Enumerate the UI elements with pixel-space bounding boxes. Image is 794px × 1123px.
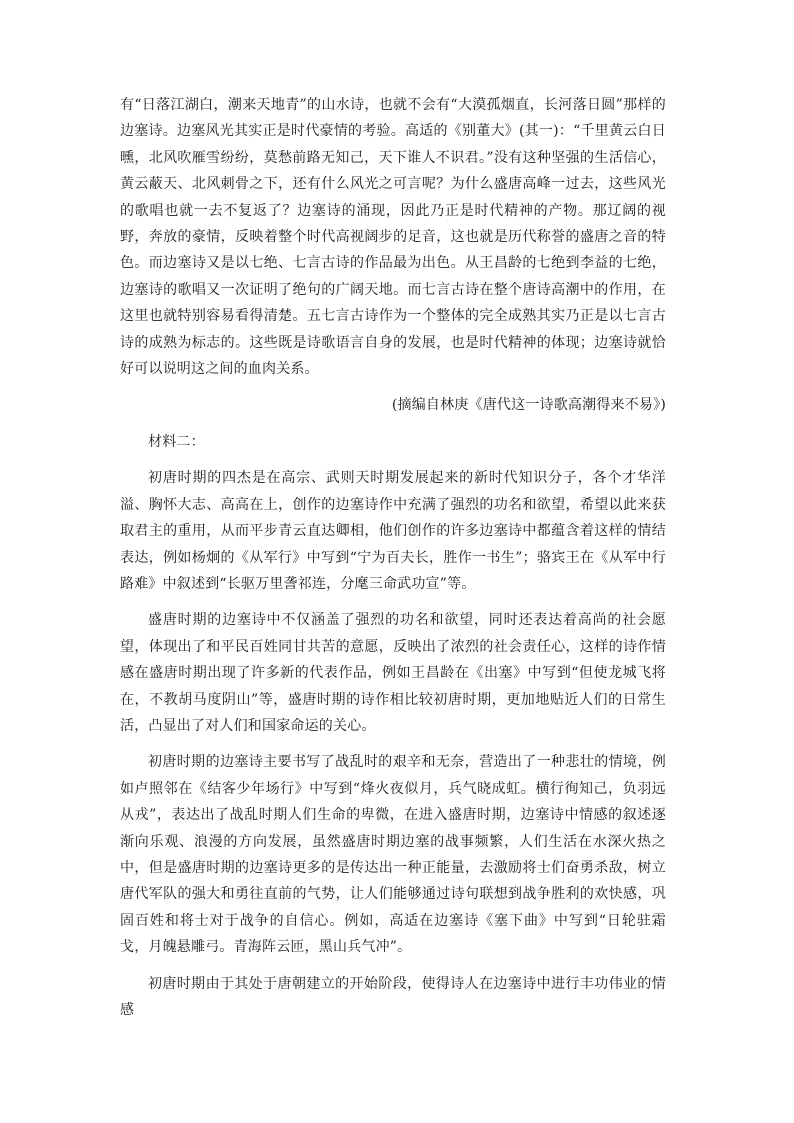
paragraph-4: 初唐时期的边塞诗主要书写了战乱时的艰辛和无奈，营造出了一种悲壮的情境，例如卢照邻在《结客少年场行》中写到“烽火夜似月，兵气晓成虹。横行徇知己，负羽远从戎”，表达出了战乱时期人们生命的卑微，在进入盛唐时期，边塞诗中情感的叙述逐渐向乐观、浪漫的方向发展，虽然盛唐时期边塞的战事频繁，人们生活在水深火热之中，但是盛唐时期的边塞诗更多的是传达出一种正能量，去激励将士们奋勇杀敌，树立唐代军队的强大和勇往直前的气势，让人们能够通过诗句联想到战争胜利的欢快感，巩固百姓和将士对于战争的自信心。例如，高适在边塞诗《塞下曲》中写到“日轮驻霜戈，月魄悬雕弓。青海阵云匝，黑山兵气冲”。 xyxy=(120,754,666,956)
paragraph-5: 初唐时期由于其处于唐朝建立的开始阶段，使得诗人在边塞诗中进行丰功伟业的情感 xyxy=(120,975,666,1018)
paragraph-1: 有“日落江湖白，潮来天地青”的山水诗，也就不会有“大漠孤烟直，长河落日圆”那样的边塞诗。边塞风光其实正是时代豪情的考验。高适的《别董大》(其一)：“千里黄云白日曛，北风吹雁雪纷纷，莫愁前路无知己，天下谁人不识君。”没有这种坚强的生活信心，黄云蔽天、北风刺骨之下，还有什么风光之可言呢？为什么盛唐高峰一过去，这些风光的歌唱也就一去不复返了？边塞诗的涌现，因此乃正是时代精神的产物。那辽阔的视野，奔放的豪情，反映着整个时代高视阔步的足音，这也就是历代称誉的盛唐之音的特色。而边塞诗又是以七绝、七言古诗的作品最为出色。从王昌龄的七绝到李益的七绝，边塞诗的歌唱又一次证明了绝句的广阔天地。而七言古诗在整个唐诗高潮中的作用，在这里也就特别容易看得清楚。五七言古诗作为一个整体的完全成熟其实乃正是以七言古诗的成熟为标志的。这些既是诗歌语言自身的发展，也是时代精神的体现；边塞诗就恰好可以说明这之间的血肉关系。 xyxy=(120,97,666,378)
paragraph-2: 初唐时期的四杰是在高宗、武则天时期发展起来的新时代知识分子，各个才华洋溢、胸怀大志、高高在上，创作的边塞诗作中充满了强烈的功名和欲望，希望以此来获取君主的重用，从而平步青云直达卿相，他们创作的许多边塞诗中都蕴含着这样的情结表达，例如杨炯的《从军行》中写到“宁为百夫长，胜作一书生”；骆宾王在《从军中行路难》中叙述到“长驱万里詟祁连，分麾三命武功宣”等。 xyxy=(120,470,666,592)
section-heading-material-two: 材料二： xyxy=(148,433,205,450)
paragraph-3: 盛唐时期的边塞诗中不仅涵盖了强烈的功名和欲望，同时还表达着高尚的社会愿望，体现出了和平民百姓同甘共苦的意愿，反映出了浓烈的社会责任心，这样的诗作情感在盛唐时期出现了许多新的代表作品，例如王昌龄在《出塞》中写到“但使龙城飞将在，不教胡马度阴山”等，盛唐时期的诗作相比较初唐时期，更加地贴近人们的日常生活，凸显出了对人们和国家命运的关心。 xyxy=(120,612,666,734)
source-citation: (摘编自林庚《唐代这一诗歌高潮得来不易》) xyxy=(391,397,666,414)
text-body xyxy=(120,92,666,1023)
